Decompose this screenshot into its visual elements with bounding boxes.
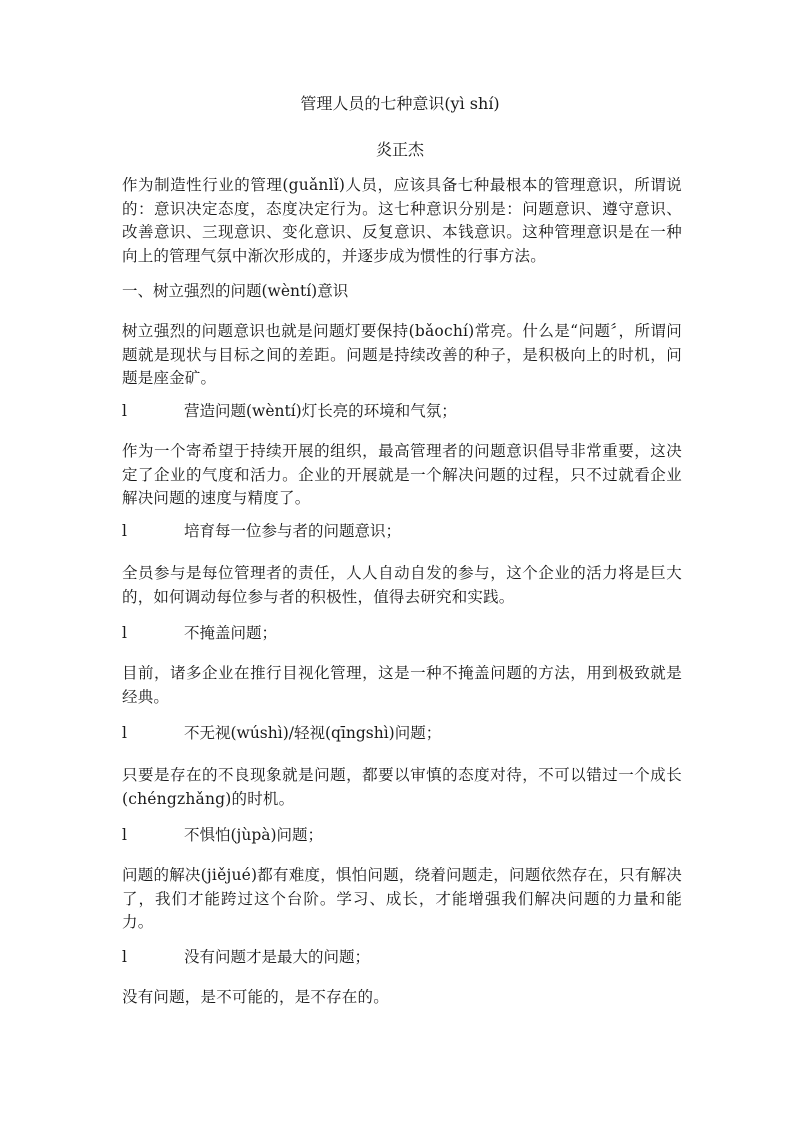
list-item-title: 没有问题才是最大的问题； bbox=[184, 948, 371, 966]
list-item-heading bbox=[122, 946, 682, 970]
section-body: 树立强烈的问题意识也就是问题灯要保持(bǎochí)常亮。什么是“问题〞，所谓问题就是现状与目标之间的差距。问题是持续改善的种子，是积极向上的时机，问题是座金矿。 bbox=[122, 322, 682, 387]
list-item-heading bbox=[122, 824, 682, 848]
list-item-marker: l bbox=[122, 948, 127, 966]
list-item-marker: l bbox=[122, 826, 127, 844]
document-author: 炎正杰 bbox=[375, 140, 424, 159]
list-item-body: 全员参与是每位管理者的责任，人人自动自发的参与，这个企业的活力将是巨大的，如何调动每位参与者的积极性，值得去研究和实践。 bbox=[122, 564, 682, 606]
list-item-body: 只要是存在的不良现象就是问题，都要以审慎的态度对待，不可以错过一个成长(chéngzhǎng)的时机。 bbox=[122, 766, 682, 808]
section-heading: 一、树立强烈的问题(wèntí)意识 bbox=[122, 282, 349, 300]
list-item-marker: l bbox=[122, 522, 127, 540]
list-item-heading bbox=[122, 400, 682, 424]
list-item-marker: l bbox=[122, 724, 127, 742]
list-item-marker: l bbox=[122, 624, 127, 642]
list-item-heading bbox=[122, 622, 682, 646]
list-item-title: 不惧怕(jùpà)问题； bbox=[184, 826, 324, 844]
list-item-body: 问题的解决(jiějué)都有难度，惧怕问题，绕着问题走，问题依然存在，只有解决了，我们才能跨过这个台阶。学习、成长，才能增强我们解决问题的力量和能力。 bbox=[122, 866, 682, 931]
list-item-title: 培育每一位参与者的问题意识； bbox=[184, 522, 402, 540]
list-item-title: 不掩盖问题； bbox=[184, 624, 278, 642]
list-item-marker: l bbox=[122, 402, 127, 420]
list-item-heading bbox=[122, 520, 682, 544]
list-item-body: 没有问题，是不可能的，是不存在的。 bbox=[122, 988, 389, 1006]
list-item-body: 作为一个寄希望于持续开展的组织，最高管理者的问题意识倡导非常重要，这决定了企业的气度和活力。企业的开展就是一个解决问题的过程，只不过就看企业解决问题的速度与精度了。 bbox=[122, 442, 682, 507]
list-item-body: 目前，诸多企业在推行目视化管理，这是一种不掩盖问题的方法，用到极致就是经典。 bbox=[122, 664, 682, 706]
list-item-title: 不无视(wúshì)/轻视(qīngshì)问题； bbox=[184, 724, 442, 742]
list-item-title: 营造问题(wèntí)灯长亮的环境和气氛； bbox=[184, 402, 457, 420]
intro-paragraph: 作为制造性行业的管理(guǎnlǐ)人员，应该具备七种最根本的管理意识，所谓说的：意识决定态度，态度决定行为。这七种意识分别是：问题意识、遵守意识、改善意识、三现意识、变化意识、反复意识、本钱意识。这种管理意识是在一种向上的管理气氛中渐次形成的，并逐步成为惯性的行事方法。 bbox=[122, 176, 682, 265]
document-title: 管理人员的七种意识(yì shí) bbox=[300, 94, 500, 113]
list-item-heading bbox=[122, 722, 682, 746]
